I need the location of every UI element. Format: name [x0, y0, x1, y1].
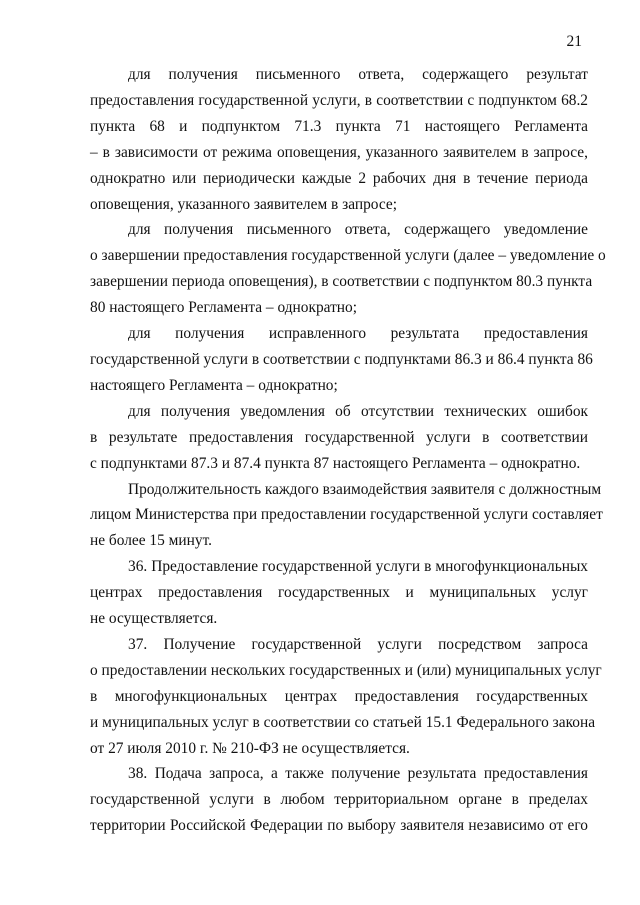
- page-number: 21: [566, 33, 582, 50]
- text-line: оповещения, указанного заявителем в запросе;: [90, 195, 397, 213]
- text-line: 37. Получение государственной услуги посредством запроса: [128, 635, 588, 653]
- text-line: государственной услуги в любом территориальном органе в пределах: [90, 791, 588, 809]
- paragraph: [90, 761, 588, 839]
- text-line: 80 настоящего Регламента – однократно;: [90, 299, 358, 317]
- text-line: однократно или периодически каждые 2 рабочих дня в течение периода: [90, 169, 588, 187]
- text-line: Продолжительность каждого взаимодействия заявителя с должностным: [128, 480, 602, 498]
- text-line: для получения письменного ответа, содержащего уведомление: [128, 221, 588, 239]
- text-line: завершении периода оповещения), в соответствии с подпунктом 80.3 пункта: [90, 273, 593, 291]
- text-line: пункта 68 и подпунктом 71.3 пункта 71 настоящего Регламента: [90, 117, 588, 135]
- paragraph: [90, 321, 593, 399]
- text-line: для получения письменного ответа, содержащего результат: [128, 66, 588, 83]
- text-line: территории Российской Федерации по выбору заявителя независимо от его: [90, 817, 588, 835]
- paragraph: [90, 554, 588, 632]
- text-line: от 27 июля 2010 г. № 210-ФЗ не осуществляется.: [90, 739, 410, 757]
- text-line: и муниципальных услуг в соответствии со статьей 15.1 Федерального закона: [90, 713, 596, 731]
- paragraph: [90, 62, 588, 217]
- paragraph: [90, 632, 602, 762]
- text-line: о завершении предоставления государственной услуги (далее – уведомление о: [90, 247, 606, 265]
- text-line: не осуществляется.: [90, 610, 218, 628]
- text-line: – в зависимости от режима оповещения, указанного заявителем в запросе,: [90, 143, 588, 161]
- paragraph: [90, 477, 603, 555]
- document-body: [90, 62, 606, 839]
- text-line: в многофункциональных центрах предоставления государственных: [90, 687, 588, 705]
- text-line: для получения уведомления об отсутствии технических ошибок: [128, 402, 588, 420]
- text-line: государственной услуги в соответствии с подпунктами 86.3 и 86.4 пункта 86: [90, 350, 593, 368]
- paragraph: [90, 217, 606, 321]
- text-line: настоящего Регламента – однократно;: [90, 376, 338, 394]
- paragraph: [90, 399, 588, 477]
- text-line: не более 15 минут.: [90, 532, 212, 550]
- text-line: в результате предоставления государственной услуги в соответствии: [90, 428, 588, 446]
- text-line: предоставления государственной услуги, в соответствии с подпунктом 68.2: [90, 91, 588, 109]
- text-line: с подпунктами 87.3 и 87.4 пункта 87 настоящего Регламента – однократно.: [90, 454, 581, 472]
- text-line: о предоставлении нескольких государственных и (или) муниципальных услуг: [90, 661, 602, 679]
- text-line: центрах предоставления государственных и муниципальных услуг: [90, 584, 588, 602]
- text-line: для получения исправленного результата предоставления: [128, 325, 588, 343]
- text-line: 38. Подача запроса, а также получение результата предоставления: [128, 765, 588, 783]
- text-line: лицом Министерства при предоставлении государственной услуги составляет: [90, 506, 603, 524]
- text-line: 36. Предоставление государственной услуги в многофункциональных: [128, 558, 588, 576]
